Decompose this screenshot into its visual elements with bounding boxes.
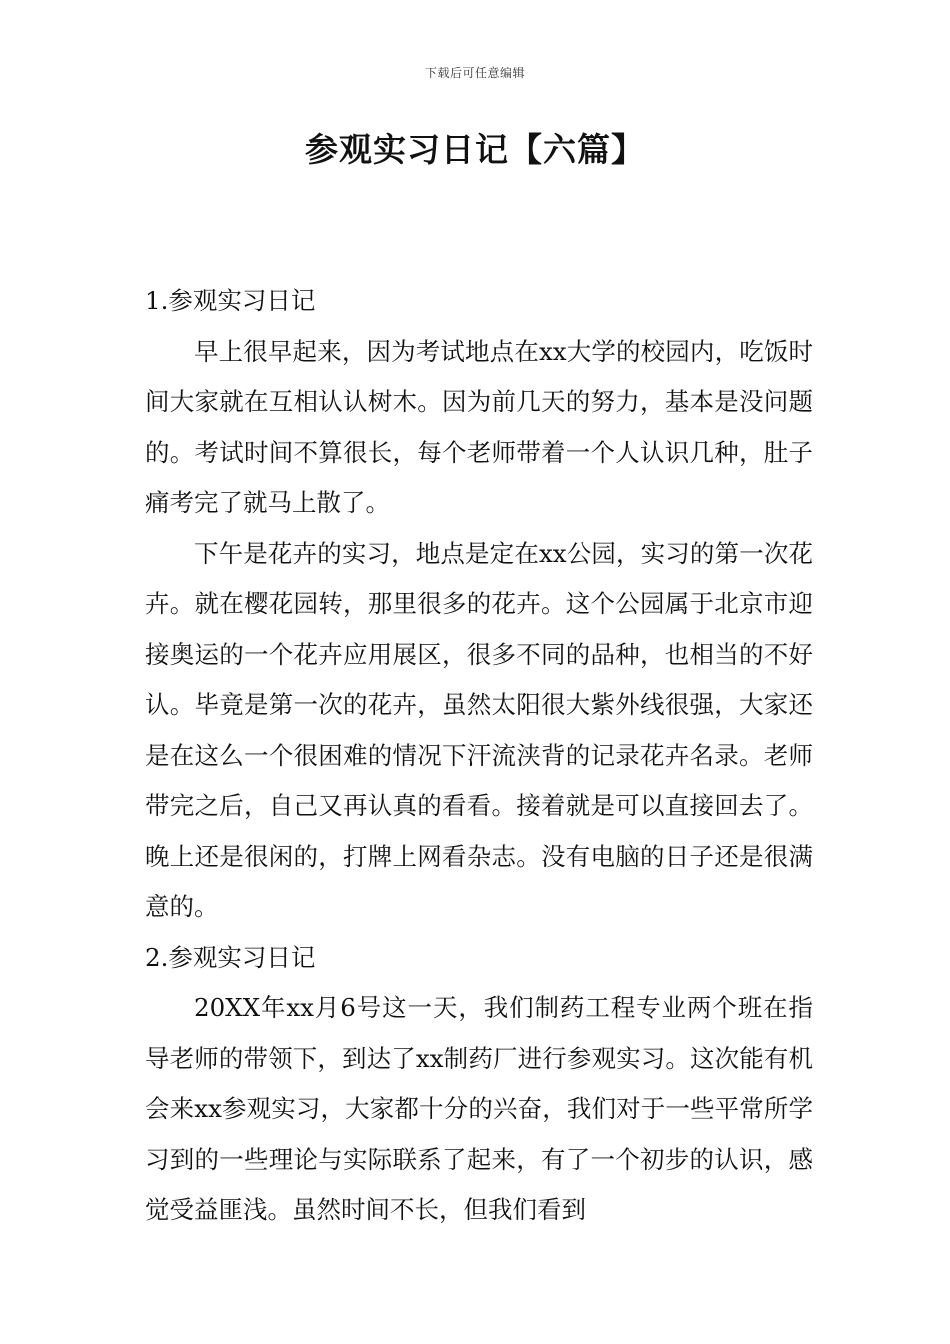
document-title: 参观实习日记【六篇】: [305, 130, 645, 169]
document-body: [145, 276, 813, 1236]
header-note: 下载后可任意编辑: [424, 66, 525, 80]
section-heading: 2.参观实习日记: [145, 942, 316, 972]
paragraph: 20XX年xx月6号这一天，我们制药工程专业两个班在指导老师的带领下，到达了xx制药厂进行参观实习。这次能有机会来xx参观实习，大家都十分的兴奋，我们对于一些平常所学习到的一些理论与实际联系了起来，有了一个初步的认识，感觉受益匪浅。虽然时间不长，但我们看到: [145, 993, 813, 1224]
section-2: [145, 933, 813, 1236]
section-heading: 1.参观实习日记: [145, 286, 316, 315]
paragraph: 早上很早起来，因为考试地点在xx大学的校园内，吃饭时间大家就在互相认认树木。因为前几天的努力，基本是没问题的。考试时间不算很长，每个老师带着一个人认识几种，肚子痛考完了就马上散了。: [145, 336, 813, 517]
paragraph: 下午是花卉的实习，地点是定在xx公园，实习的第一次花卉。就在樱花园转，那里很多的花卉。这个公园属于北京市迎接奥运的一个花卉应用展区，很多不同的品种，也相当的不好认。毕竟是第一次的花卉，虽然太阳很大紫外线很强，大家还是在这么一个很困难的情况下汗流浃背的记录花卉名录。老师带完之后，自己又再认真的看看。接着就是可以直接回去了。晚上还是很闲的，打牌上网看杂志。没有电脑的日子还是很满意的。: [145, 538, 813, 921]
section-1: [145, 276, 813, 933]
